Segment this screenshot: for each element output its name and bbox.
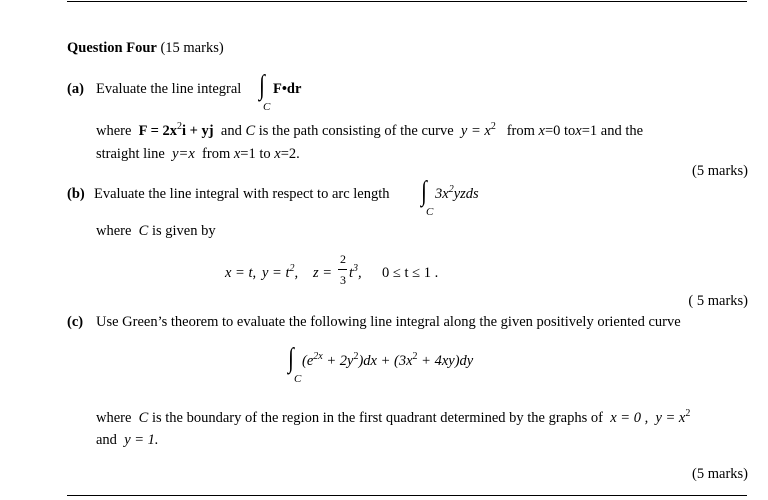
question-marks: (15 marks) xyxy=(160,40,224,56)
integrand-sup-x: 2 xyxy=(412,351,418,362)
range-a: =0 to xyxy=(544,123,576,139)
integrand-sup-2x: 2x xyxy=(313,351,323,362)
integrand-yzds: yzds xyxy=(453,186,479,202)
frac-num: 2 xyxy=(340,252,346,266)
integral-sign-b: ∫ xyxy=(420,176,427,207)
x-var-2: x xyxy=(575,123,582,139)
from-word: from xyxy=(506,123,535,139)
integrand-2y: + 2y xyxy=(326,353,354,369)
part-c-where xyxy=(96,408,691,426)
part-a-integrand: F•dr xyxy=(273,81,302,97)
integrand-sup-y: 2 xyxy=(353,351,359,362)
path-desc: is the path consisting of the curve xyxy=(258,123,454,139)
question-header xyxy=(67,41,224,56)
integral-sign-c: ∫ xyxy=(287,343,294,374)
part-a-marks: (5 marks) xyxy=(692,163,748,179)
part-b-where xyxy=(96,224,216,239)
given-by: is given by xyxy=(151,223,216,239)
where-word-b: where xyxy=(96,223,132,239)
param-range: 0 ≤ t ≤ 1 . xyxy=(382,265,439,281)
integral-sign-a: ∫ xyxy=(258,70,265,101)
curve-c-c: C xyxy=(138,410,149,426)
part-c-marks: (5 marks) xyxy=(692,466,748,482)
eq-x0: x = 0 , xyxy=(610,410,649,426)
integral-sub-a: C xyxy=(263,101,271,113)
bottom-rule xyxy=(67,495,747,496)
vector-field-f: F = 2x xyxy=(138,123,178,139)
part-c-integrand xyxy=(302,351,474,369)
range-b-end: =2. xyxy=(280,146,300,162)
param-y: $y = t^2$, xyxy=(262,263,299,281)
straight-line-text: straight line xyxy=(96,146,165,162)
line-eq: y=x xyxy=(172,146,195,162)
question-title: Question Four xyxy=(67,40,157,56)
param-x: x = t, xyxy=(225,265,257,281)
boundary-desc: is the boundary of the region in the first quadrant determined by the graphs of xyxy=(151,410,603,426)
x-var: x xyxy=(538,123,545,139)
range-b: =1 to xyxy=(240,146,271,162)
part-a-label: (a) xyxy=(67,81,84,97)
where-word: where xyxy=(96,123,132,139)
curve-c-b: C xyxy=(138,223,149,239)
integrand-4xy: + 4xy)dy xyxy=(421,353,474,369)
curve-sup: 2 xyxy=(490,121,496,132)
param-y-text: y = t xyxy=(262,265,290,281)
top-rule xyxy=(67,1,747,2)
curve-c: C xyxy=(245,123,256,139)
eq-y1: y = 1. xyxy=(124,432,159,448)
param-z-sup: 3 xyxy=(353,263,359,274)
vector-field-rest: i + yj xyxy=(182,123,214,139)
part-b-label: (b) xyxy=(67,186,85,202)
from-word-2: from xyxy=(202,146,231,162)
curve-eq: y = x xyxy=(460,123,491,139)
param-z-t-text: t xyxy=(349,265,354,281)
eq-yx2: y = x xyxy=(655,410,686,426)
integrand-e: (e xyxy=(302,353,314,369)
part-b-marks: ( 5 marks) xyxy=(688,293,748,309)
sup-2: 2 xyxy=(177,121,183,132)
part-a-where-line xyxy=(96,121,644,139)
part-c-and xyxy=(96,433,159,448)
eq-yx2-sup: 2 xyxy=(685,408,691,419)
x-var-3: x xyxy=(233,146,241,162)
frac-den: 3 xyxy=(340,273,346,287)
and-word: and xyxy=(220,123,242,139)
frac-line xyxy=(338,269,347,270)
part-b-integrand xyxy=(435,184,479,202)
integral-sub-c: C xyxy=(294,373,302,385)
part-c-text: Use Green’s theorem to evaluate the following line integral along the given positively oriented curve xyxy=(96,314,681,330)
range-a-end: =1 and the xyxy=(581,123,644,139)
x-var-4: x xyxy=(274,146,281,162)
integrand-3x: )dx + (3x xyxy=(358,353,413,369)
part-b-text: Evaluate the line integral with respect to arc length xyxy=(94,186,390,202)
param-y-sup: 2 xyxy=(289,263,295,274)
part-a-line2 xyxy=(96,147,300,162)
part-a-text: Evaluate the line integral xyxy=(96,81,242,97)
integrand-3x: 3x xyxy=(435,186,449,202)
param-z: z = xyxy=(313,265,333,281)
part-c-label: (c) xyxy=(67,314,84,330)
integral-sub-b: C xyxy=(426,206,434,218)
param-z-t: $t^3$, xyxy=(349,263,362,281)
integrand-sup: 2 xyxy=(448,184,454,195)
where-word-c: where xyxy=(96,410,132,426)
and-word-c: and xyxy=(96,432,117,448)
